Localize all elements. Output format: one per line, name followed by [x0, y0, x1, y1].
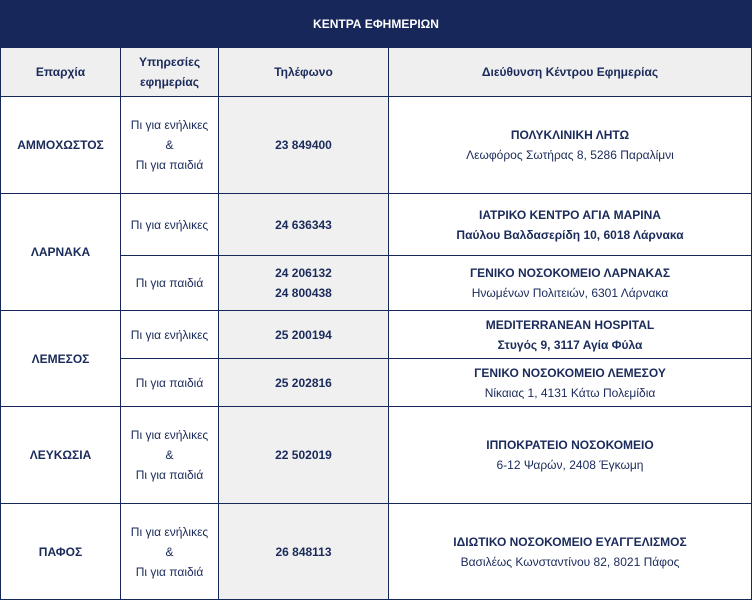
center-address: Βασιλέως Κωνσταντίνου 82, 8021 Πάφος [460, 554, 680, 569]
phone-cell [219, 359, 389, 407]
address-cell [389, 504, 752, 600]
center-name: ΙΔΙΩΤΙΚΟ ΝΟΣΟΚΟΜΕΙΟ ΕΥΑΓΓΕΛΙΣΜΟΣ [453, 534, 687, 549]
center-address: Ηνωμένων Πολιτειών, 6301 Λάρνακα [471, 286, 669, 300]
service-line: & [165, 448, 174, 462]
center-address: Λεωφόρος Σωτήρας 8, 5286 Παραλίμνι [466, 148, 674, 162]
service-cell [121, 504, 219, 600]
header-phone: Τηλέφωνο [219, 48, 389, 97]
phone-cell [219, 194, 389, 256]
service-line: Πι για ενήλικες [130, 217, 209, 232]
center-address: 6-12 Ψαρών, 2408 Έγκωμη [496, 458, 644, 472]
service-line: Πι για παιδιά [135, 468, 204, 482]
header-service [121, 48, 219, 97]
address-cell [389, 407, 752, 504]
service-cell [121, 194, 219, 256]
table-body [1, 97, 752, 600]
center-name: ΙΑΤΡΙΚΟ ΚΕΝΤΡΟ ΑΓΙΑ ΜΑΡΙΝΑ [479, 207, 661, 222]
header-address: Διεύθυνση Κέντρου Εφημερίας [389, 48, 752, 97]
province-cell: ΛΑΡΝΑΚΑ [1, 194, 121, 311]
center-address: Νίκαιας 1, 4131 Κάτω Πολεμίδια [484, 385, 656, 400]
service-line: & [165, 138, 174, 152]
table-title: ΚΕΝΤΡΑ ΕΦΗΜΕΡΙΩΝ [1, 1, 752, 48]
service-cell [121, 256, 219, 311]
province-cell: ΛΕΜΕΣΟΣ [1, 311, 121, 407]
phone-cell [219, 256, 389, 311]
center-address: Στυγός 9, 3117 Αγία Φύλα [497, 337, 643, 352]
center-name: ΙΠΠΟΚΡΑΤΕΙΟ ΝΟΣΟΚΟΜΕΙΟ [486, 438, 654, 452]
phone-number: 24 800438 [275, 286, 332, 300]
address-cell [389, 97, 752, 194]
table-row [1, 97, 752, 194]
table-row [1, 407, 752, 504]
header-service-line2: εφημερίας [139, 75, 200, 89]
phone-number: 24 206132 [275, 266, 332, 280]
center-name: ΓΕΝΙΚΟ ΝΟΣΟΚΟΜΕΙΟ ΛΕΜΕΣΟΥ [474, 365, 666, 380]
service-line: Πι για παιδιά [135, 375, 204, 390]
title-row [1, 1, 752, 48]
phone-number: 25 202816 [275, 375, 332, 390]
service-line: Πι για παιδιά [135, 158, 204, 172]
service-line: Πι για παιδιά [135, 564, 204, 579]
phone-cell [219, 97, 389, 194]
header-row [1, 48, 752, 97]
header-service-line1: Υπηρεσίες [138, 55, 201, 69]
phone-cell [219, 311, 389, 359]
phone-number: 24 636343 [275, 217, 332, 232]
address-cell [389, 311, 752, 359]
province-cell: ΑΜΜΟΧΩΣΤΟΣ [1, 97, 121, 194]
service-cell [121, 97, 219, 194]
service-line: & [165, 544, 174, 559]
address-cell [389, 256, 752, 311]
center-address: Παύλου Βαλδασερίδη 10, 6018 Λάρνακα [456, 227, 684, 242]
service-cell [121, 311, 219, 359]
service-line: Πι για παιδιά [135, 276, 204, 290]
service-line: Πι για ενήλικες [130, 428, 209, 442]
phone-cell [219, 407, 389, 504]
table-row [1, 311, 752, 359]
header-province: Επαρχία [1, 48, 121, 97]
service-cell [121, 359, 219, 407]
province-cell: ΠΑΦΟΣ [1, 504, 121, 600]
phone-number: 25 200194 [275, 327, 332, 342]
center-name: ΓΕΝΙΚΟ ΝΟΣΟΚΟΜΕΙΟ ΛΑΡΝΑΚΑΣ [469, 266, 671, 280]
address-cell [389, 359, 752, 407]
table-row [1, 504, 752, 600]
address-cell [389, 194, 752, 256]
service-line: Πι για ενήλικες [130, 524, 209, 539]
phone-cell [219, 504, 389, 600]
phone-number: 22 502019 [275, 448, 332, 462]
service-line: Πι για ενήλικες [130, 327, 209, 342]
service-line: Πι για ενήλικες [130, 118, 209, 132]
service-cell [121, 407, 219, 504]
table-row [1, 194, 752, 256]
phone-number: 26 848113 [275, 544, 332, 559]
center-name: MEDITERRANEAN HOSPITAL [485, 317, 655, 332]
phone-number: 23 849400 [275, 138, 332, 152]
province-cell: ΛΕΥΚΩΣΙΑ [1, 407, 121, 504]
center-name: ΠΟΛΥΚΛΙΝΙΚΗ ΛΗΤΩ [510, 128, 630, 142]
